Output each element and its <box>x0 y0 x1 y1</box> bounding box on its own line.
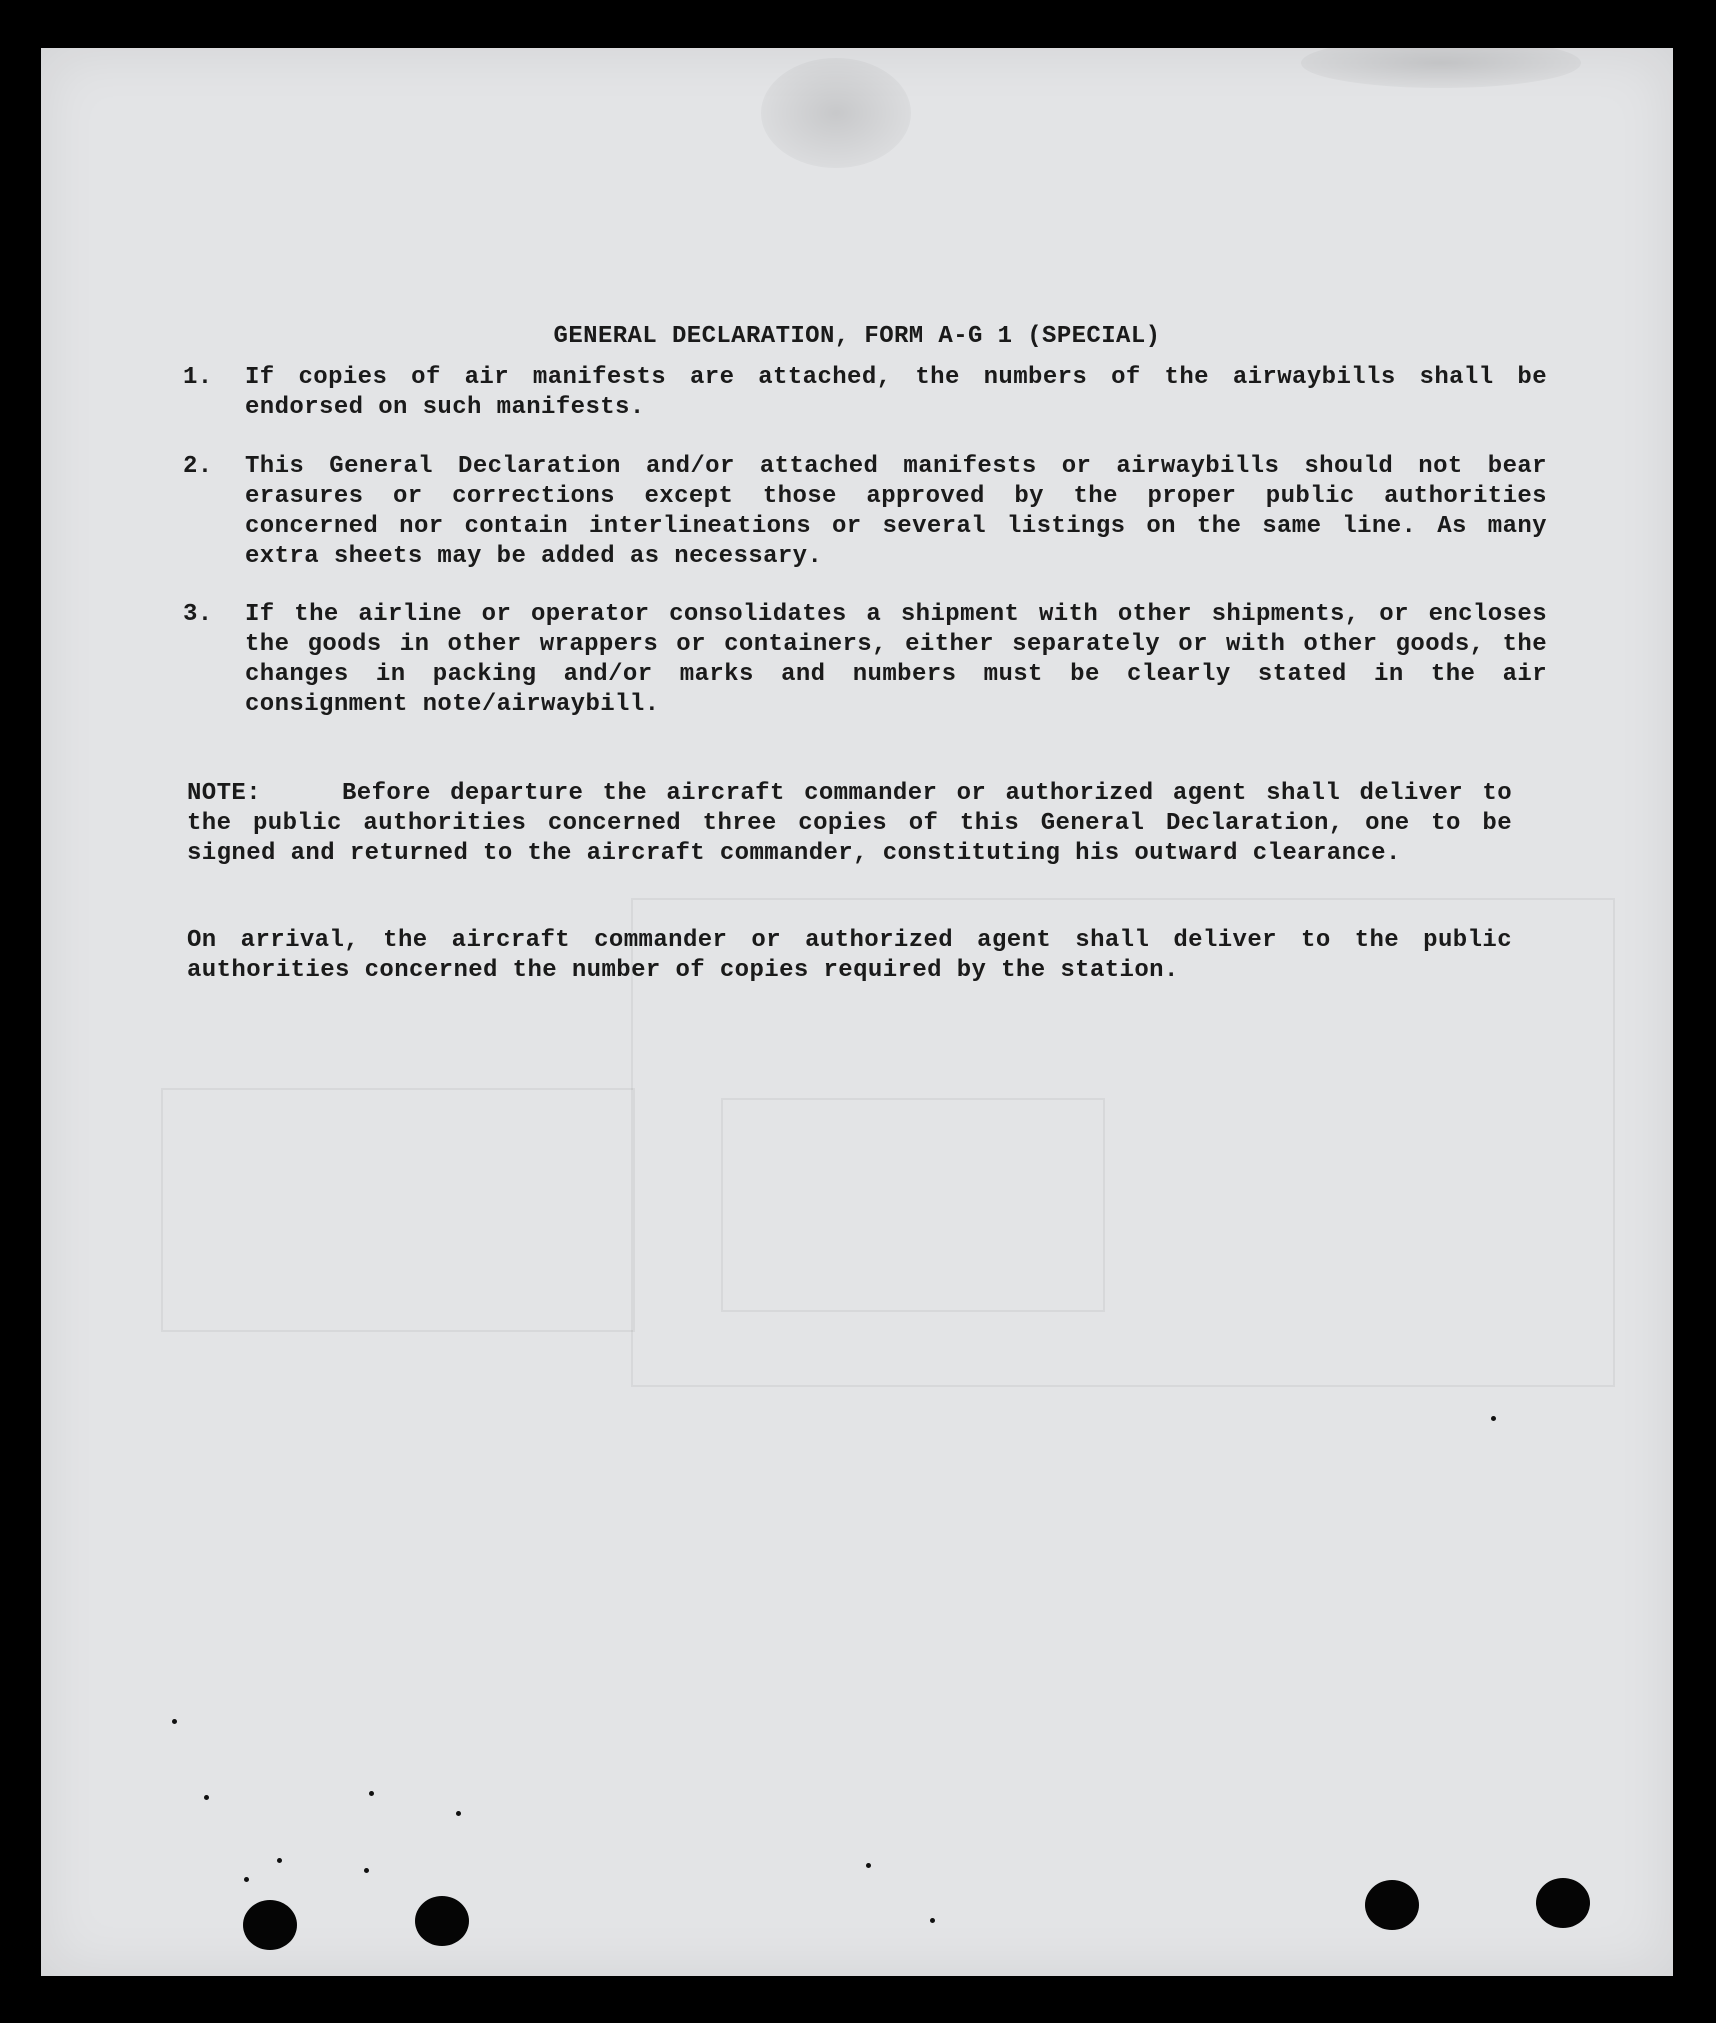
punch-hole <box>415 1896 469 1946</box>
ink-speck <box>244 1877 249 1882</box>
list-item-number: 2. <box>183 453 213 480</box>
bleed-through-box <box>721 1098 1105 1312</box>
paper-smudge <box>761 58 911 168</box>
list-item-number: 1. <box>183 364 213 391</box>
note-text: Before departure the aircraft commander or authorized agent shall deliver to the public authorities concerned three copies of this General Declaration, one to be signed and returned to the aircraft commander, constituting his outward clearance. <box>187 780 1512 867</box>
ink-speck <box>930 1918 935 1923</box>
ink-speck <box>204 1795 209 1800</box>
ink-speck <box>172 1719 177 1724</box>
list-item-text: This General Declaration and/or attached manifests or airwaybills should not bear erasures or corrections except those approved by the proper public authorities concerned nor contain interlineations or several listings on the same line. As many extra sheets may be added as necessary. <box>245 453 1547 570</box>
punch-hole <box>243 1900 297 1950</box>
ink-speck <box>277 1858 282 1863</box>
punch-hole <box>1365 1880 1419 1930</box>
page-title: GENERAL DECLARATION, FORM A-G 1 (SPECIAL) <box>553 323 1161 350</box>
ink-speck <box>456 1811 461 1816</box>
ink-speck <box>866 1863 871 1868</box>
arrival-paragraph: On arrival, the aircraft commander or authorized agent shall deliver to the public authorities concerned the number of copies required by the station. <box>187 927 1512 984</box>
paper-smudge <box>1301 38 1581 88</box>
ink-speck <box>1491 1416 1496 1421</box>
ink-speck <box>369 1791 374 1796</box>
bleed-through-box <box>161 1088 635 1332</box>
note-label: NOTE: <box>187 780 262 807</box>
list-item-number: 3. <box>183 601 213 628</box>
paper-sheet <box>41 48 1673 1976</box>
list-item-text: If copies of air manifests are attached, the numbers of the airwaybills shall be endorsed on such manifests. <box>245 364 1547 421</box>
ink-speck <box>364 1868 369 1873</box>
list-item-text: If the airline or operator consolidates a shipment with other shipments, or encloses the goods in other wrappers or containers, either separately or with other goods, the changes in packing and/or marks and numbers must be clearly stated in the air consignment note/airwaybill. <box>245 601 1547 718</box>
punch-hole <box>1536 1878 1590 1928</box>
note-paragraph <box>187 779 1512 869</box>
